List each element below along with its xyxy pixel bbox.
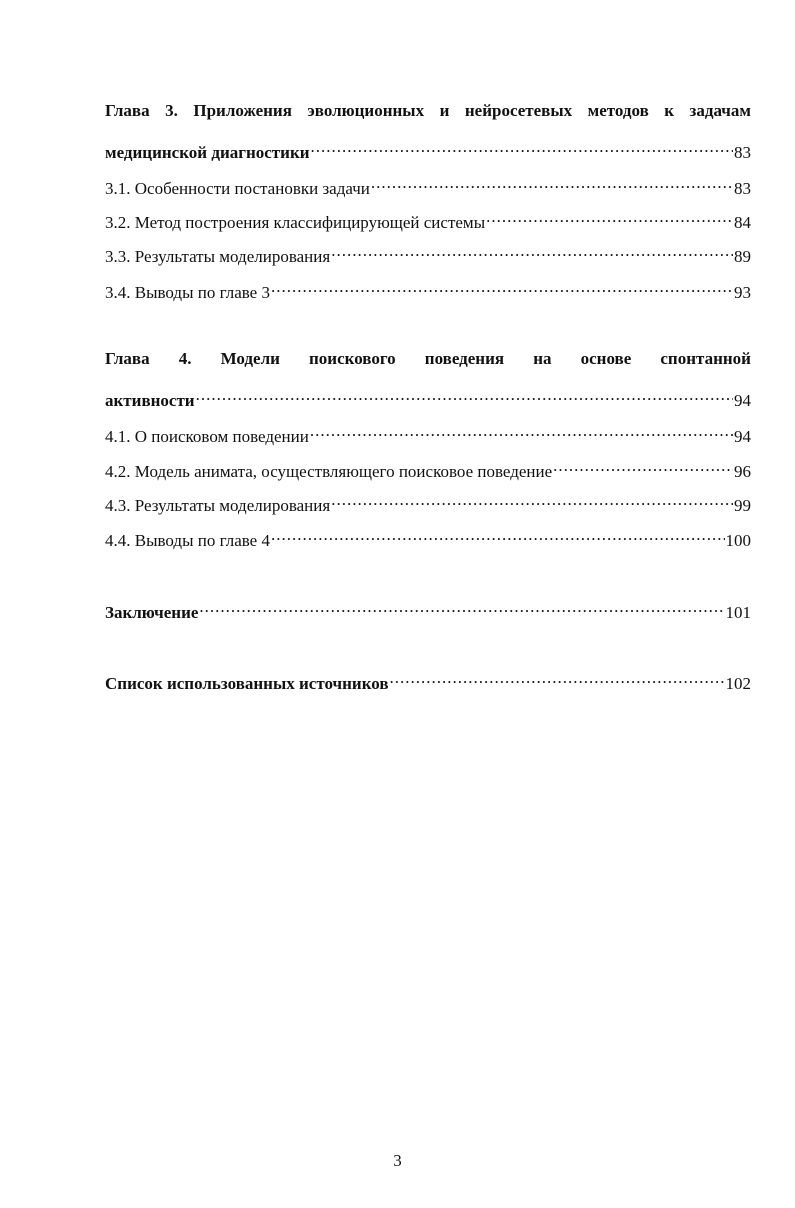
chapter-3-heading-line2 [105,136,751,162]
dot-leader [486,206,733,228]
dot-leader [196,384,733,406]
page-ref: 83 [734,179,751,198]
page-ref: 83 [734,143,751,162]
page-ref: 94 [734,391,751,410]
heading-word: поведения [424,349,505,368]
heading-word: Глава [105,349,150,368]
page-ref: 94 [734,427,751,446]
entry-title: 3.2. Метод построения классифицирующей системы [105,213,486,232]
entry-title: 3.1. Особенности постановки задачи [105,179,370,198]
heading-word: Глава [105,101,150,120]
toc-entry-3-3 [105,240,751,266]
heading-word: к [664,101,675,120]
page-ref: 99 [734,496,751,515]
heading-word: 4. [178,349,192,368]
page-number: 3 [393,1151,402,1170]
entry-title: 3.4. Выводы по главе 3 [105,283,270,302]
entry-title: 4.1. О поисковом поведении [105,427,309,446]
heading-word: методов [587,101,649,120]
entry-title: 4.3. Результаты моделирования [105,496,331,515]
dot-leader [311,136,733,158]
toc-entry-3-4 [105,276,751,302]
heading-word: задачам [689,101,751,120]
dot-leader [371,172,733,194]
heading-word: поискового [309,349,396,368]
toc-entry-3-1 [105,172,751,198]
toc-entry-3-2 [105,206,751,232]
entry-title: 3.3. Результаты моделирования [105,247,331,266]
page-ref: 84 [734,213,751,232]
toc-entry-4-2 [105,455,751,481]
entry-title: Заключение [105,603,199,622]
dot-leader [271,276,733,298]
heading-word: на [533,349,552,368]
page-ref: 96 [734,462,751,481]
heading-word: Приложения [193,101,292,120]
chapter-title: активности [105,391,195,410]
dot-leader [553,455,733,477]
dot-leader [310,420,733,442]
dot-leader [271,524,725,546]
page-ref: 100 [725,531,751,550]
page-ref: 89 [734,247,751,266]
heading-word: эволюционных [307,101,425,120]
dot-leader [199,596,724,618]
heading-word: Модели [220,349,280,368]
toc-entry-4-1 [105,420,751,446]
toc-entry-4-3 [105,489,751,515]
heading-word: и [439,101,450,120]
dot-leader [390,667,725,689]
toc-entry-conclusion [105,596,751,622]
page-ref: 101 [725,603,751,622]
heading-word: спонтанной [660,349,751,368]
chapter-4-heading-line2 [105,384,751,410]
entry-title: Список использованных источников [105,674,389,693]
dot-leader [331,489,733,511]
chapter-4-heading-line1 [105,348,751,370]
entry-title: 4.4. Выводы по главе 4 [105,531,270,550]
heading-word: основе [580,349,632,368]
chapter-title: медицинской диагностики [105,143,310,162]
chapter-3-heading-line1 [105,100,751,122]
toc-entry-references [105,667,751,693]
heading-word: 3. [165,101,178,120]
page-ref: 93 [734,283,751,302]
dot-leader [331,240,733,262]
heading-word: нейросетевых [464,101,573,120]
toc-entry-4-4 [105,524,751,550]
page-ref: 102 [725,674,751,693]
entry-title: 4.2. Модель анимата, осуществляющего поисковое поведение [105,462,553,481]
